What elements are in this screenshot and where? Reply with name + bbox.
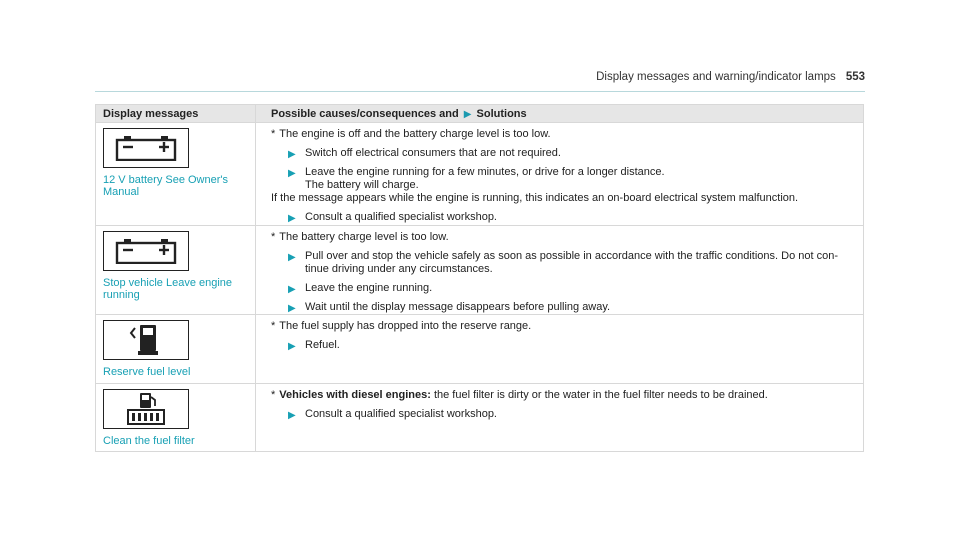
solution-step: [271, 339, 855, 352]
step-arrow-icon: ▶: [288, 168, 296, 179]
fuel-filter-icon: [103, 389, 189, 429]
solution-step-text: Leave the engine running.: [305, 282, 433, 294]
cause-text: * The engine is off and the battery charge level is too low.: [271, 128, 551, 140]
solution-step: [271, 166, 855, 179]
cause-text: * Vehicles with diesel engines: the fuel filter is dirty or the water in the fuel filter needs to be drained.: [271, 389, 768, 401]
solution-step-text: Pull over and stop the vehicle safely as soon as possible in accordance with the traffic conditions. Do not con-: [305, 250, 838, 262]
step-arrow-icon: ▶: [288, 341, 296, 352]
cause-text: * The fuel supply has dropped into the reserve range.: [271, 320, 532, 332]
cause-bold-text: Vehicles with diesel engines:: [279, 389, 431, 401]
fuel-pump-icon: [103, 320, 189, 360]
causes-solutions-cell: [256, 315, 864, 384]
battery-icon: [103, 128, 189, 168]
col-header-display-messages: Display messages: [96, 105, 256, 123]
step-arrow-icon: ▶: [288, 252, 296, 263]
causes-solutions-cell: [256, 384, 864, 452]
solution-step-text: Switch off electrical consumers that are not required.: [305, 147, 561, 159]
display-message-cell: [96, 226, 256, 315]
solution-step-text: Wait until the display message disappears before pulling away.: [305, 301, 611, 313]
display-message-text: Stop vehicle Leave engine running: [103, 277, 233, 301]
table-row: [96, 384, 864, 452]
cause-text-value: The fuel supply has dropped into the reserve range.: [279, 320, 532, 332]
solution-step: [271, 250, 855, 263]
step-continuation: tinue driving under any circumstances.: [305, 263, 493, 275]
table-row: [96, 123, 864, 226]
page-number: 553: [845, 71, 865, 83]
step-arrow-icon: ▶: [288, 303, 296, 314]
solution-step-text: Refuel.: [305, 339, 340, 351]
col-header-causes-solutions: [256, 105, 864, 123]
solution-step: [271, 282, 855, 295]
col-header-solutions-label: Solutions: [476, 107, 527, 120]
display-message-text: Reserve fuel level: [103, 366, 191, 378]
table-header-row: [96, 105, 864, 123]
cause-text: * The battery charge level is too low.: [271, 231, 449, 243]
cause-text-value: the fuel filter is dirty or the water in the fuel filter needs to be drained.: [430, 389, 768, 401]
step-note: The battery will charge.: [305, 179, 419, 191]
col-header-causes-label: Possible causes/consequences and: [271, 107, 459, 120]
step-arrow-icon: ▶: [288, 213, 296, 224]
step-arrow-icon: ▶: [288, 284, 296, 295]
solution-step: [271, 301, 855, 314]
table-row: [96, 315, 864, 384]
display-message-cell: [96, 123, 256, 226]
causes-solutions-cell: [256, 123, 864, 226]
header-divider: [95, 91, 865, 92]
display-message-cell: [96, 315, 256, 384]
causes-solutions-cell: [256, 226, 864, 315]
display-message-cell: [96, 384, 256, 452]
display-message-text: Clean the fuel filter: [103, 435, 195, 447]
battery-icon: [103, 231, 189, 271]
solution-step-text: Consult a qualified specialist workshop.: [305, 408, 497, 420]
extra-info: If the message appears while the engine is running, this indicates an on-board electrical system malfunction.: [271, 192, 799, 204]
step-arrow-icon: ▶: [288, 149, 296, 160]
solution-step: [271, 147, 855, 160]
solution-step-text: Consult a qualified specialist workshop.: [305, 211, 497, 223]
table-row: [96, 226, 864, 315]
play-arrow-icon: ▶: [463, 108, 472, 120]
display-message-text: 12 V battery See Owner's Manual: [103, 174, 228, 198]
solution-step: [271, 211, 855, 224]
section-title: Display messages and warning/indicator lamps: [596, 71, 836, 83]
running-header: [95, 70, 865, 84]
display-messages-table: [95, 104, 864, 452]
cause-text-value: The engine is off and the battery charge level is too low.: [279, 128, 551, 140]
step-arrow-icon: ▶: [288, 410, 296, 421]
solution-step-text: Leave the engine running for a few minutes, or drive for a longer distance.: [305, 166, 665, 178]
solution-step: [271, 408, 855, 421]
cause-text-value: The battery charge level is too low.: [279, 231, 449, 243]
